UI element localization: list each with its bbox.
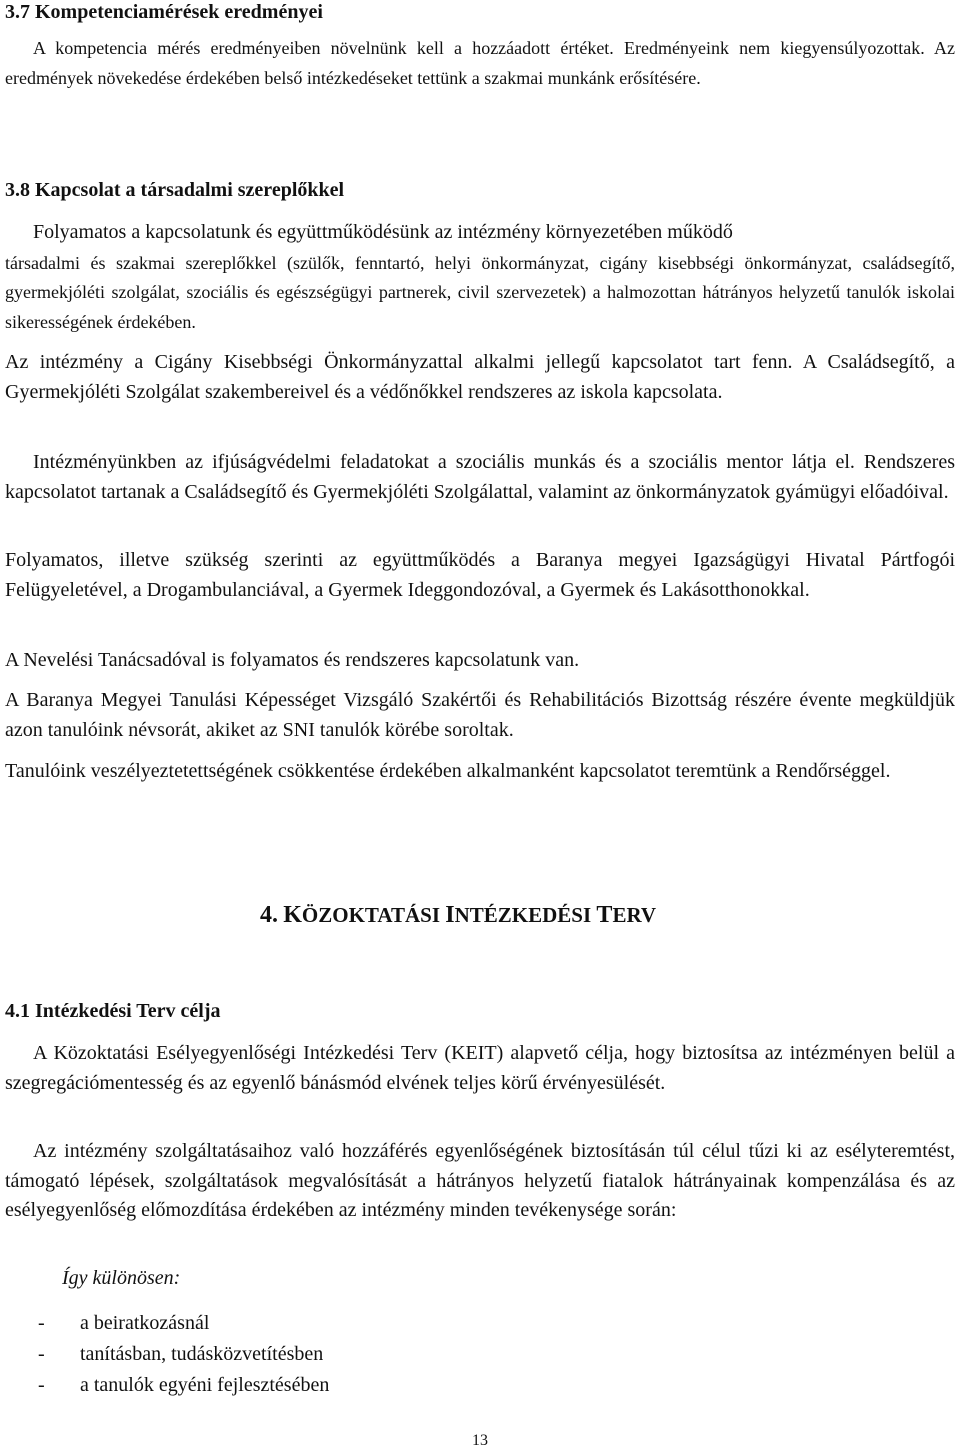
emphasis-line: Így különösen: bbox=[62, 1267, 181, 1289]
chapter-4-word-1-rest: ÖZOKTATÁSI bbox=[301, 903, 441, 927]
bullet-list bbox=[38, 1308, 329, 1401]
list-item-text: a beiratkozásnál bbox=[80, 1312, 210, 1334]
list-item bbox=[38, 1339, 329, 1370]
section-3-8-p1-rest: társadalmi és szakmai szereplőkkel (szülők, fenntartó, helyi önkormányzat, cigány kisebbségi önkormányzat, családsegítő, gyermekjóléti szolgálat, szociális és egészségügyi partnerek, civil szervezetek) a halmozottan hátrányos helyzetű tanulók iskolai sikerességének érdekében. bbox=[5, 253, 955, 332]
chapter-4-word-2-cap: I bbox=[445, 902, 455, 928]
section-3-8-p6: A Baranya Megyei Tanulási Képességet Vizsgáló Szakértői és Rehabilitációs Bizottság részére évente megküldjük azon tanulóink névsorát, akiket az SNI tanulók körébe soroltak. bbox=[5, 689, 955, 741]
list-item bbox=[38, 1308, 329, 1339]
section-4-1-p2: Az intézmény szolgáltatásaihoz való hozzáférés egyenlőségének biztosításán túl célul tűzi ki az esélyteremtést, támogató lépések, szolgáltatások megvalósítását a hátrányos helyzetű fiatalok hátrányainak kompenzálása és az esélyegyenlőség előmozdítása érdekében az intézmény minden tevékenysége során: bbox=[5, 1140, 955, 1221]
chapter-4-title bbox=[260, 902, 656, 929]
section-3-8-heading: 3.8 Kapcsolat a társadalmi szereplőkkel bbox=[5, 179, 345, 201]
chapter-4-number: 4. bbox=[260, 902, 278, 928]
list-dash: - bbox=[38, 1374, 45, 1396]
chapter-4-word-2-rest: NTÉZKEDÉSI bbox=[454, 903, 592, 927]
section-3-8-p7: Tanulóink veszélyeztetettségének csökkentése érdekében alkalmanként kapcsolatot teremtünk a Rendőrséggel. bbox=[5, 760, 891, 782]
section-3-7-heading: 3.7 Kompetenciamérések eredményei bbox=[5, 1, 323, 23]
list-dash: - bbox=[38, 1343, 45, 1365]
chapter-4-word-1-cap: K bbox=[283, 902, 302, 928]
section-4-1-heading: 4.1 Intézkedési Terv célja bbox=[5, 1000, 221, 1022]
list-item-text: a tanulók egyéni fejlesztésében bbox=[80, 1374, 330, 1396]
page-number: 13 bbox=[472, 1432, 488, 1449]
section-3-7-paragraph: A kompetencia mérés eredményeiben növelnünk kell a hozzáadott értéket. Eredményeink nem kiegyensúlyozottak. Az eredmények növekedése érdekében belső intézkedéseket tettünk a szakmai munkánk erősítésére. bbox=[5, 38, 955, 88]
list-dash: - bbox=[38, 1312, 45, 1334]
section-3-8-p4: Folyamatos, illetve szükség szerinti az együttműködés a Baranya megyei Igazságügyi Hivatal Pártfogói Felügyeletével, a Drogambulanciával, a Gyermek Ideggondozóval, a Gyermek és Lakásotthonokkal. bbox=[5, 549, 955, 601]
section-3-8-p3: Intézményünkben az ifjúságvédelmi feladatokat a szociális munkás és a szociális mentor látja el. Rendszeres kapcsolatot tartanak a Családsegítő és Gyermekjóléti Szolgálattal, valamint az önkormányzatok gyámügyi előadóival. bbox=[5, 451, 955, 503]
chapter-4-word-3-cap: T bbox=[596, 902, 613, 928]
list-item-text: tanításban, tudásközvetítésben bbox=[80, 1343, 324, 1365]
section-3-8-p5: A Nevelési Tanácsadóval is folyamatos és rendszeres kapcsolatunk van. bbox=[5, 649, 580, 671]
list-item bbox=[38, 1370, 329, 1401]
section-3-8-p2: Az intézmény a Cigány Kisebbségi Önkormányzattal alkalmi jellegű kapcsolatot tart fenn. A Családsegítő, a Gyermekjóléti Szolgálat szakembereivel és a védőnőkkel rendszeres az iskola kapcsolata. bbox=[5, 351, 955, 403]
section-4-1-p1: A Közoktatási Esélyegyenlőségi Intézkedési Terv (KEIT) alapvető célja, hogy biztosítsa az intézményen belül a szegregációmentesség és az egyenlő bánásmód elvének teljes körű érvényesülését. bbox=[5, 1042, 955, 1094]
section-3-8-p1-lead: Folyamatos a kapcsolatunk és együttműködésünk az intézmény környezetében működő bbox=[33, 221, 733, 243]
chapter-4-word-3-rest: ERV bbox=[612, 903, 657, 927]
